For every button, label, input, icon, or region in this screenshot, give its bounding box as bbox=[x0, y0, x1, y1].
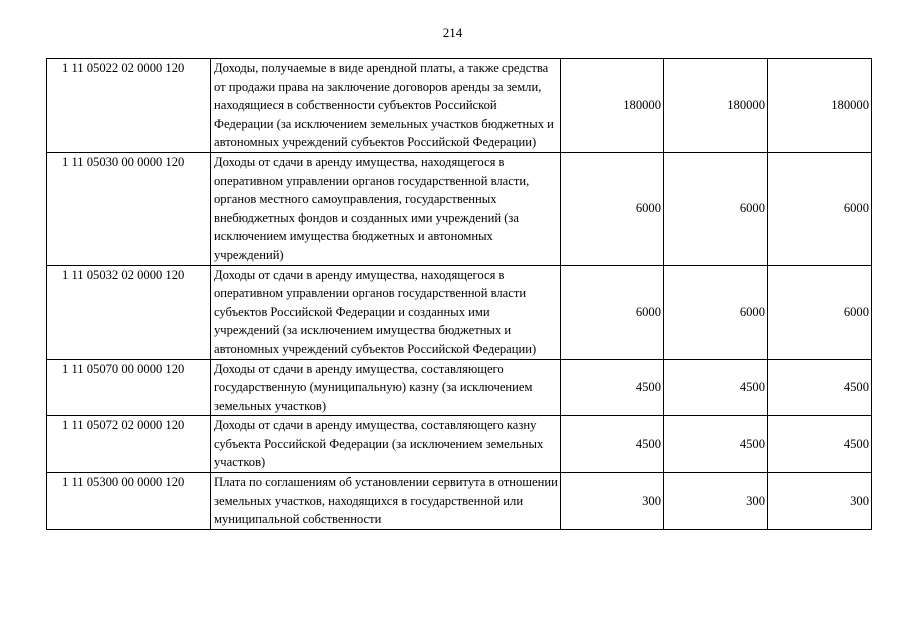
amount-cell-2: 6000 bbox=[664, 265, 768, 359]
amount-cell-2: 300 bbox=[664, 473, 768, 530]
amount-cell-1: 180000 bbox=[561, 59, 664, 153]
budget-code-cell: 1 11 05032 02 0000 120 bbox=[47, 265, 211, 359]
description-cell: Доходы от сдачи в аренду имущества, составляющего государственную (муниципальную) казну (за исключением земельных участков) bbox=[211, 359, 561, 416]
amount-cell-3: 6000 bbox=[768, 265, 872, 359]
description-cell: Доходы от сдачи в аренду имущества, составляющего казну субъекта Российской Федерации (за исключением земельных участков) bbox=[211, 416, 561, 473]
budget-code-cell: 1 11 05022 02 0000 120 bbox=[47, 59, 211, 153]
revenue-table bbox=[46, 58, 872, 530]
budget-code-cell: 1 11 05070 00 0000 120 bbox=[47, 359, 211, 416]
amount-cell-3: 300 bbox=[768, 473, 872, 530]
amount-cell-3: 4500 bbox=[768, 359, 872, 416]
budget-code-cell: 1 11 05072 02 0000 120 bbox=[47, 416, 211, 473]
description-cell: Плата по соглашениям об установлении сервитута в отношении земельных участков, находящихся в государственной или муниципальной собственности bbox=[211, 473, 561, 530]
amount-cell-1: 4500 bbox=[561, 359, 664, 416]
amount-cell-1: 300 bbox=[561, 473, 664, 530]
amount-cell-2: 4500 bbox=[664, 416, 768, 473]
table-row bbox=[47, 59, 872, 153]
amount-cell-3: 4500 bbox=[768, 416, 872, 473]
description-cell: Доходы от сдачи в аренду имущества, находящегося в оперативном управлении органов государственной власти субъектов Российской Федерации и созданных ими учреждений (за исключением имущества бюджетных и автономных учреждений субъектов Российской Федерации) bbox=[211, 265, 561, 359]
table-row bbox=[47, 152, 872, 265]
page-number: 214 bbox=[442, 25, 463, 40]
table-row bbox=[47, 473, 872, 530]
amount-cell-3: 6000 bbox=[768, 152, 872, 265]
table-row bbox=[47, 359, 872, 416]
amount-cell-2: 6000 bbox=[664, 152, 768, 265]
amount-cell-2: 4500 bbox=[664, 359, 768, 416]
amount-cell-2: 180000 bbox=[664, 59, 768, 153]
amount-cell-1: 6000 bbox=[561, 265, 664, 359]
description-cell: Доходы от сдачи в аренду имущества, находящегося в оперативном управлении органов государственной власти, органов местного самоуправления, государственных внебюджетных фондов и созданных ими учреждений (за исключением имущества бюджетных и автономных учреждений) bbox=[211, 152, 561, 265]
amount-cell-1: 6000 bbox=[561, 152, 664, 265]
description-cell: Доходы, получаемые в виде арендной платы, а также средства от продажи права на заключение договоров аренды за земли, находящиеся в собственности субъектов Российской Федерации (за исключением земельных участков бюджетных и автономных учреждений субъектов Российской Федерации) bbox=[211, 59, 561, 153]
budget-code-cell: 1 11 05030 00 0000 120 bbox=[47, 152, 211, 265]
table-row bbox=[47, 265, 872, 359]
amount-cell-1: 4500 bbox=[561, 416, 664, 473]
budget-code-cell: 1 11 05300 00 0000 120 bbox=[47, 473, 211, 530]
amount-cell-3: 180000 bbox=[768, 59, 872, 153]
table-row bbox=[47, 416, 872, 473]
